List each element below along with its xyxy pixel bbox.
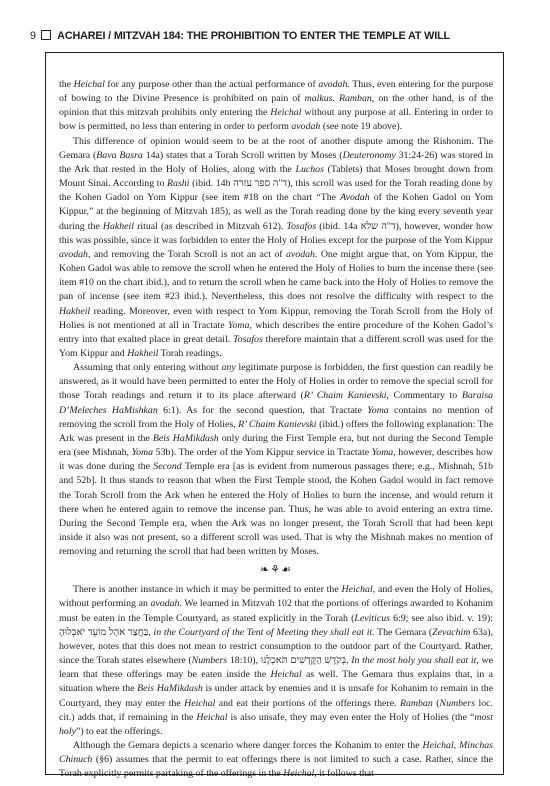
text-run: however, describes how it was done during the — [59, 447, 493, 473]
text-run: of the Kohen Gadol on Yom Kippur,” at the beginning of Mitzvah 185), as well as the Torah reading done by the king every seventh year during the — [59, 192, 493, 232]
italic-term: avodah, — [59, 248, 91, 260]
text-run: Thus, even entering for the purpose of bowing to the Divine Presence is prohibited on pain of — [59, 79, 493, 105]
text-run: on the other hand, is of the opinion that this mitzvah prohibits only entering the — [59, 93, 494, 119]
italic-term: Heichal, — [341, 584, 376, 596]
italic-term: Numbers — [191, 655, 228, 667]
text-run: (§6) assumes that the permit to eat offerings there is not limited to such a case. Rather, since the Torah explicitly permits partaking of the offerings in the — [59, 754, 493, 780]
text-run: We learned in Mitzvah 102 that the portions of offerings awarded to Kohanim must be eaten in the Temple Courtyard, as stated explicitly in the Torah ( — [59, 598, 493, 624]
square-bullet-icon — [41, 30, 51, 40]
text-run: (ibid. 14a ד"ה שלא), however, wonder how this was possible, since it was forbidden to enter the Holy of Holies except for the purpose of the Yom Kippur — [59, 220, 493, 246]
paragraph — [59, 739, 493, 781]
text-run: 6:9; see also ibid. v. 19): בַּחֲצַר אֹהֶל מוֹעֵד יֹאכְלוּהָ, — [59, 612, 493, 638]
text-run: (ibid. 14b ד"ה ספר עזרה), this scroll was used for the Torah reading done by the Kohen Gadol on Yom Kippur (see item #18 on the chart “The — [59, 178, 493, 204]
body-text — [59, 78, 493, 782]
text-run: Commentary to — [388, 390, 462, 402]
italic-term: Heichal — [184, 697, 216, 709]
italic-term: Heichal — [270, 669, 302, 681]
section-divider-ornament: ❧⚘☙ — [260, 564, 292, 577]
text-run: Although the Gemara depicts a scenario where danger forces the Kohanim to enter the — [73, 740, 423, 752]
text-run: contains no mention of removing the scroll from the Holy of Holies, — [59, 404, 493, 430]
text-run: is under attack by enemies and it is unsafe for Kohanim to remain in the Courtyard, they may enter the — [59, 683, 493, 709]
text-run: ”) to eat the offerings. — [75, 725, 163, 737]
italic-term: avodah. — [285, 248, 318, 260]
text-run: legitimate purpose is forbidden, the first question can readily be answered, as it would have been permitted to enter the Holy of Holies in order to remove the special scroll for those Torah readings and return it to its place afterward ( — [59, 362, 494, 402]
text-run: ritual (as described in Mitzvah 612). — [134, 220, 287, 232]
text-run: 14a) states that a Torah Scroll written by Moses ( — [142, 149, 343, 161]
text-run: and eat their portions of the offerings there. — [215, 697, 400, 709]
italic-term: Rashi — [167, 178, 190, 190]
italic-term: Heichal — [196, 711, 228, 723]
text-run: it follows that — [316, 768, 374, 780]
text-run: One might argue that, on Yom Kippur, the Kohen Gadol was able to remove the scroll when he entered the Holy of Holies to burn the incense there (see item #10 on the chart ibid.), and to return the scroll when he came back into the Holy of Holies to remove the pan of incense (see item #23 ibid.). Nevertheless, this does not resolve the difficulty with respect to the — [59, 248, 493, 303]
italic-term: Tosafos — [286, 220, 317, 232]
italic-term: Avodah — [340, 192, 370, 204]
italic-term: Ramban, — [339, 93, 375, 105]
italic-term: R’ Chaim Kanievski, — [303, 390, 389, 402]
italic-term: In the most holy you shall eat it, — [351, 655, 479, 667]
italic-term: malkus. — [304, 93, 335, 105]
text-run: 6:1). As for the second question, that Tractate — [157, 404, 368, 416]
italic-term: Heichal — [270, 107, 302, 119]
italic-term: Second — [153, 461, 182, 473]
italic-term: Leviticus — [354, 612, 390, 624]
italic-term: Hakheil — [102, 220, 135, 232]
text-run: and removing the Torah Scroll is not an act of — [90, 248, 286, 260]
italic-term: Luchos — [295, 163, 324, 175]
text-run: 53b). The order of the Yom Kippur service in Tractate — [153, 447, 372, 459]
italic-term: Yoma — [367, 404, 389, 416]
text-run: Assuming that only entering without — [73, 362, 222, 374]
text-run: without any purpose at all. Entering in order to bow is permitted, no less than entering in order to perform — [59, 107, 493, 133]
text-run: 31:24-26) was stored in the Ark that rested in the Holy of Holies, along with the — [59, 149, 493, 175]
italic-term: Zevachim — [432, 626, 471, 638]
italic-term: Hakheil — [59, 305, 91, 317]
chapter-title: ACHAREI / MITZVAH 184: THE PROHIBITION TO ENTER THE TEMPLE AT WILL — [57, 30, 450, 42]
text-run: only during the First Temple era, but not during the Second Temple era (see Mishnah, — [59, 432, 493, 459]
text-run: loc. cit.) adds that, if remaining in the — [59, 697, 493, 723]
text-run: This difference of opinion would seem to be at the root of another dispute among the Rishonim. The Gemara ( — [59, 135, 493, 161]
running-head — [30, 29, 528, 43]
italic-term: Bava Basra — [96, 149, 143, 161]
italic-term: in the Courtyard of the Tent of Meeting they shall eat it. — [153, 626, 375, 638]
text-run: is also unsafe, they may even enter the Holy of Holies (the “ — [227, 711, 475, 723]
italic-term: Yoma, — [371, 447, 396, 459]
italic-term: Tosafos — [233, 333, 263, 345]
text-run: therefore maintain that a different scroll was used for the Yom Kippur and — [59, 333, 493, 359]
italic-term: Heichal — [73, 79, 105, 90]
text-run: for any purpose other than the actual performance of — [104, 79, 319, 90]
page-number: 9 — [30, 30, 36, 42]
text-run: reading. Moreover, even with respect to Yom Kippur, removing the Torah Scroll from the Holy of Holies is not mentioned at all in Tractate — [59, 305, 493, 331]
text-run: (see note 19 above). — [320, 121, 403, 133]
italic-term: avodah — [291, 121, 321, 133]
italic-term: Heichal, — [422, 740, 457, 752]
paragraph — [59, 78, 493, 135]
italic-term: Deuteronomy — [342, 149, 396, 161]
italic-term: Beis HaMikdash — [137, 683, 203, 695]
paragraph — [59, 583, 493, 739]
italic-term: Minchas Chinuch — [59, 740, 493, 766]
italic-term: Ramban — [399, 697, 433, 709]
text-run: which describes the entire procedure of the Kohen Gadol’s entry into that exalted place in great detail. — [59, 319, 493, 345]
italic-term: most holy — [59, 711, 493, 737]
text-run: ( — [432, 697, 440, 709]
text-run: as well. The Gemara thus explains that, in a situation where the — [59, 669, 493, 695]
text-run: (Tablets) that Moses brought down from Mount Sinai. According to — [59, 163, 493, 190]
italic-term: avodah. — [150, 598, 182, 610]
text-run: There is another instance in which it may be permitted to enter the — [73, 584, 342, 596]
paragraph — [59, 361, 493, 559]
italic-term: avodah. — [318, 79, 350, 90]
text-run: we learn that these offerings may be eaten inside the — [59, 655, 493, 681]
italic-term: Beis HaMikdash — [152, 432, 219, 444]
text-run: 63a), however, notes that this does not mean to restrict consumption to the outdoor part of the Courtyard. Rather, since the Torah states elsewhere ( — [59, 626, 493, 667]
italic-term: Hakheil — [127, 347, 159, 359]
italic-term: Baraisa D’Meleches HaMishkan — [59, 390, 494, 416]
text-run: Temple era [as is evident from numerous passages there; e.g., Mishnah, 51b and 52b]. It thus stands to reason that when the First Temple stood, the Kohen Gadol would in fact remove the Torah Scroll from the Ark when he entered the Holy of Holies to burn the incense, and would return it there when he entered again to remove the incense pan. Thus, he was able to avoid entering an extra time. During the Second Temple era, when the Ark was no longer present, the Torah Scroll that had been kept inside it also was not present, so a different scroll was used. That is why the Mishnah makes no mention of removing and returning the scroll that had been written by Moses. — [59, 461, 493, 558]
text-run: (ibid.) offers the following explanation: The Ark was present in the — [59, 418, 493, 444]
italic-term: R’ Chaim Kanievski — [238, 418, 317, 430]
paragraph — [59, 135, 493, 362]
text-run: The Gemara ( — [374, 626, 433, 638]
italic-term: Numbers — [439, 697, 476, 709]
text-run: 18:10), בְּקֹדֶשׁ הַקֳּדָשִׁים תֹּאכְלֶנּוּ, — [227, 655, 352, 667]
italic-term: Heichal, — [283, 768, 317, 780]
text-run: the — [59, 79, 74, 90]
italic-term: Yoma — [131, 447, 154, 459]
italic-term: Yoma, — [227, 319, 252, 331]
text-run: Torah readings. — [158, 347, 222, 359]
italic-term: any — [221, 362, 236, 374]
text-run: and even the Holy of Holies, without performing an — [59, 584, 494, 610]
